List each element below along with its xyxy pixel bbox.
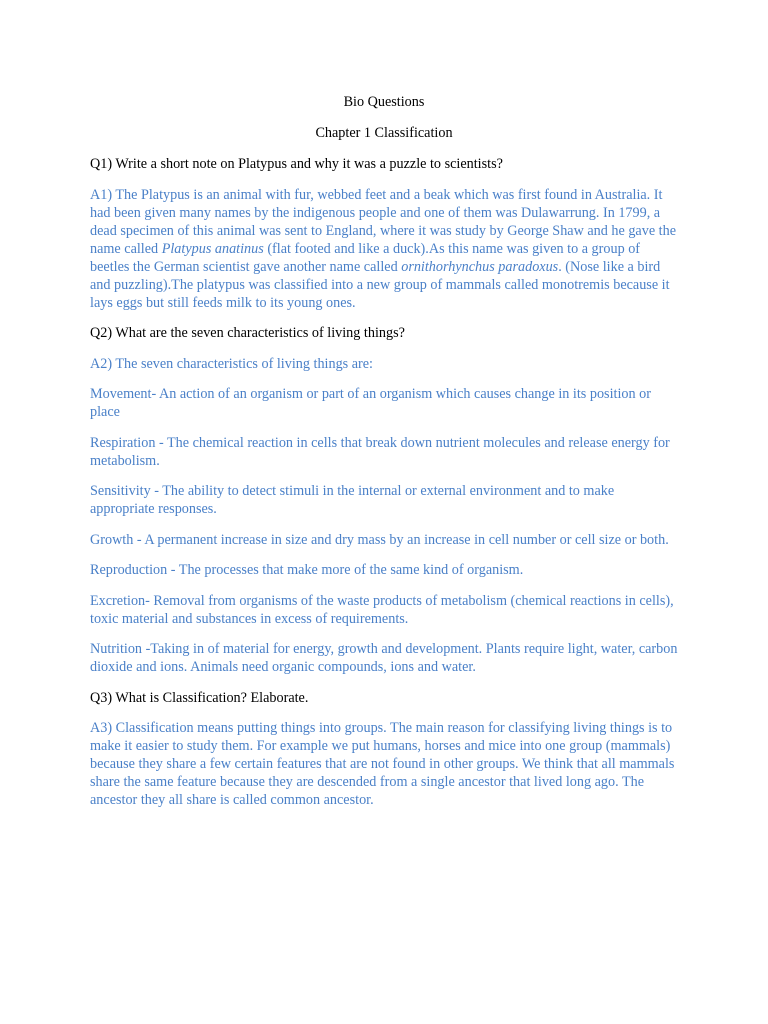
scientific-name-1: Platypus anatinus xyxy=(161,240,264,257)
answer-1-text-a: A1) The Platypus is an animal with fur, webbed feet and a beak which was first found in Australia. It had been given many names by the indigenous people and one of them was Dulawarrung. In 1799, a dead specimen of this animal was sent to England, where it was study by George Shaw and he gave the name called xyxy=(90,186,677,257)
answer-2-intro: A2) The seven characteristics of living things are: xyxy=(90,355,374,372)
document-body xyxy=(90,155,678,822)
document-title: Bio Questions xyxy=(343,94,425,110)
characteristic-movement: Movement- An action of an organism or part of an organism which causes change in its position or place xyxy=(90,386,651,420)
characteristic-reproduction: Reproduction - The processes that make more of the same kind of organism. xyxy=(90,562,524,578)
answer-3: A3) Classification means putting things into groups. The main reason for classifying living things is to make it easier to study them. For example we put humans, horses and mice into one group (mammals) because they share a few certain features that are not found in other groups. We think that all mammals share the same feature because they are descended from a single ancestor that lived long ago. The ancestor they all share is called common ancestor. xyxy=(90,720,675,808)
answer-1-text-c: . (Nose like a bird and puzzling).The platypus was classified into a new group of mammals called monotremis because it lays eggs but still feeds milk to its young ones. xyxy=(90,258,670,311)
question-3: Q3) What is Classification? Elaborate. xyxy=(90,689,309,706)
characteristic-excretion: Excretion- Removal from organisms of the waste products of metabolism (chemical reactions in cells), toxic material and substances in excess of requirements. xyxy=(90,592,674,627)
characteristic-growth: Growth - A permanent increase in size and dry mass by an increase in cell number or cell size or both. xyxy=(90,531,669,548)
characteristic-respiration: Respiration - The chemical reaction in cells that break down nutrient molecules and release energy for metabolism. xyxy=(90,434,670,469)
question-1: Q1) Write a short note on Platypus and why it was a puzzle to scientists? xyxy=(90,156,503,172)
characteristic-nutrition: Nutrition -Taking in of material for energy, growth and development. Plants require light, water, carbon dioxide and ions. Animals need organic compounds, ions and water. xyxy=(90,641,678,675)
characteristic-sensitivity: Sensitivity - The ability to detect stimuli in the internal or external environment and to make appropriate responses. xyxy=(90,483,615,517)
answer-1-text-b: (flat footed and like a duck).As this name was given to a group of beetles the German scientist gave another name called xyxy=(90,240,641,275)
question-2: Q2) What are the seven characteristics of living things? xyxy=(90,325,405,341)
chapter-heading: Chapter 1 Classification xyxy=(315,125,453,141)
answer-1 xyxy=(90,186,678,312)
scientific-name-2: ornithorhynchus paradoxus xyxy=(401,258,559,275)
